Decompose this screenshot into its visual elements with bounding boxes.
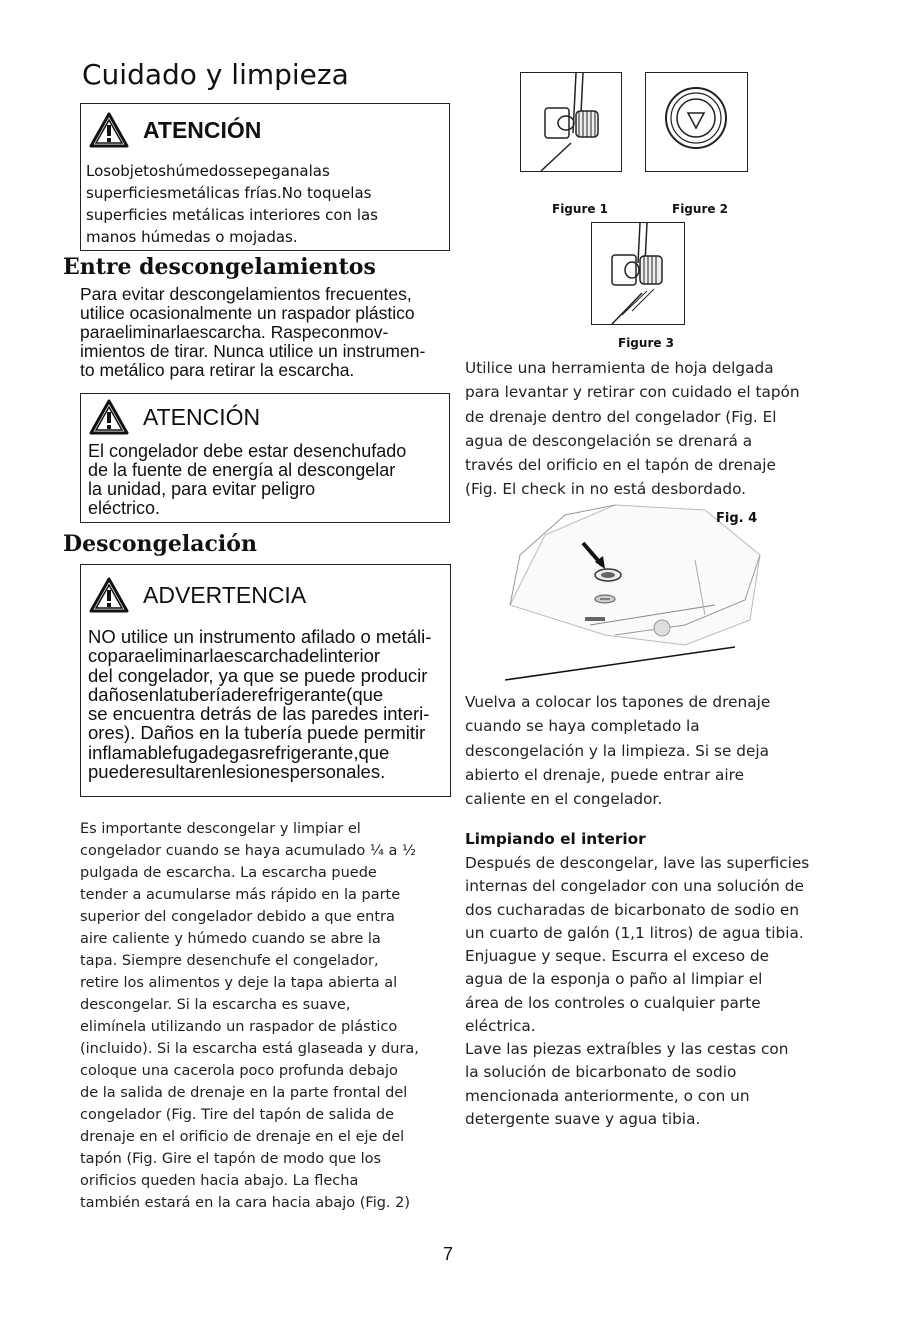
warning-title: ADVERTENCIA [143,581,307,608]
section-heading: Descongelación [63,531,257,557]
warning-box-2 [80,393,450,523]
cleaning-text-2: Lave las piezas extraíbles y las cestas con la solución de bicarbonato de sodio mencionada anteriormente, o con un detergente suave y agua tibia. [465,1040,789,1128]
warning-text: El congelador debe estar desenchufado de la fuente de energía al descongelar la unidad, para evitar peligro eléctrico. [88,441,407,518]
page-number: 7 [443,1244,454,1264]
warning-box-3 [80,564,451,797]
warning-title: ATENCIÓN [143,116,262,143]
warning-box-1 [80,103,450,251]
cleaning-heading: Limpiando el interior [465,830,646,848]
defrost-text: Es importante descongelar y limpiar el congelador cuando se haya acumulado ¼ a ½ pulgada de escarcha. La escarcha puede tender a acumularse más rápido en la parte superior del congelador debido a que entra aire caliente y húmedo cuando se abre la tapa. Siempre desenchufe el congelador, retire los alimentos y deje la tapa abierta al descongelar. Si la escarcha es suave, elimínela utilizando un raspador de plástico (incluido). Si la escarcha está glaseada y dura, coloque una cacerola poco profunda debajo de la salida de drenaje en la parte frontal del congelador (Fig. Tire del tapón de salida de drenaje en el orificio de drenaje en el eje del tapón (Fig. Gire el tapón de modo que los orificios queden hacia abajo. La flecha también estará en la cara hacia abajo (Fig. 2) [80,821,419,1211]
figure-1-image [520,72,622,172]
right-text-2: Vuelva a colocar los tapones de drenaje cuando se haya completado la descongelación y la limpieza. Si se deja abierto el drenaje, puede entrar aire caliente en el congelador. [465,693,771,809]
warning-icon [89,112,129,148]
warning-text: NO utilice un instrumento afilado o metáli- coparaeliminarlaescarchadelinterior del congelador, ya que se puede producir dañosenlatuberíaderefrigerante(que se encuentra detrás de las paredes interi- ores). Daños en la tubería puede permitir inflamablefugadegasrefrigerante,que puederesultarenlesionespersonales. [88,626,432,783]
figure-1-caption: Figure 1 [552,202,609,216]
section-text: Para evitar descongelamientos frecuentes, utilice ocasionalmente un raspador plástico paraeliminarlaescarcha. Raspeconmov- imientos de tirar. Nunca utilice un instrumen- to metálico para retirar la escarcha. [80,284,426,380]
page-title: Cuidado y limpieza [82,58,349,91]
warning-icon [89,577,129,613]
right-text-1: Utilice una herramienta de hoja delgada para levantar y retirar con cuidado el tapón de drenaje dentro del congelador (Fig. El agua de descongelación se drenará a través del orificio en el tapón de drenaje (Fig. El check in no está desbordado. [465,359,800,499]
cleaning-text-1: Después de descongelar, lave las superficies internas del congelador con una solución de dos cucharadas de bicarbonato de sodio en un cuarto de galón (1,1 litros) de agua tibia. Enjuague y seque. Escurra el exceso de agua de la esponja o paño al limpiar el área de los controles o cualquier parte eléctrica. [465,854,810,1036]
warning-title: ATENCIÓN [143,403,261,430]
warning-text: Losobjetoshúmedossepeganalas superficiesmetálicas frías.No toquelas superficies metálicas interiores con las manos húmedas o mojadas. [86,162,379,246]
figure-3-image [591,222,685,325]
warning-icon [89,399,129,435]
figure-2-image [645,72,748,172]
section-heading: Entre descongelamientos [63,254,376,280]
figure-2-caption: Figure 2 [672,202,729,216]
figure-3-caption: Figure 3 [618,336,675,350]
figure-4-caption: Fig. 4 [716,511,758,526]
